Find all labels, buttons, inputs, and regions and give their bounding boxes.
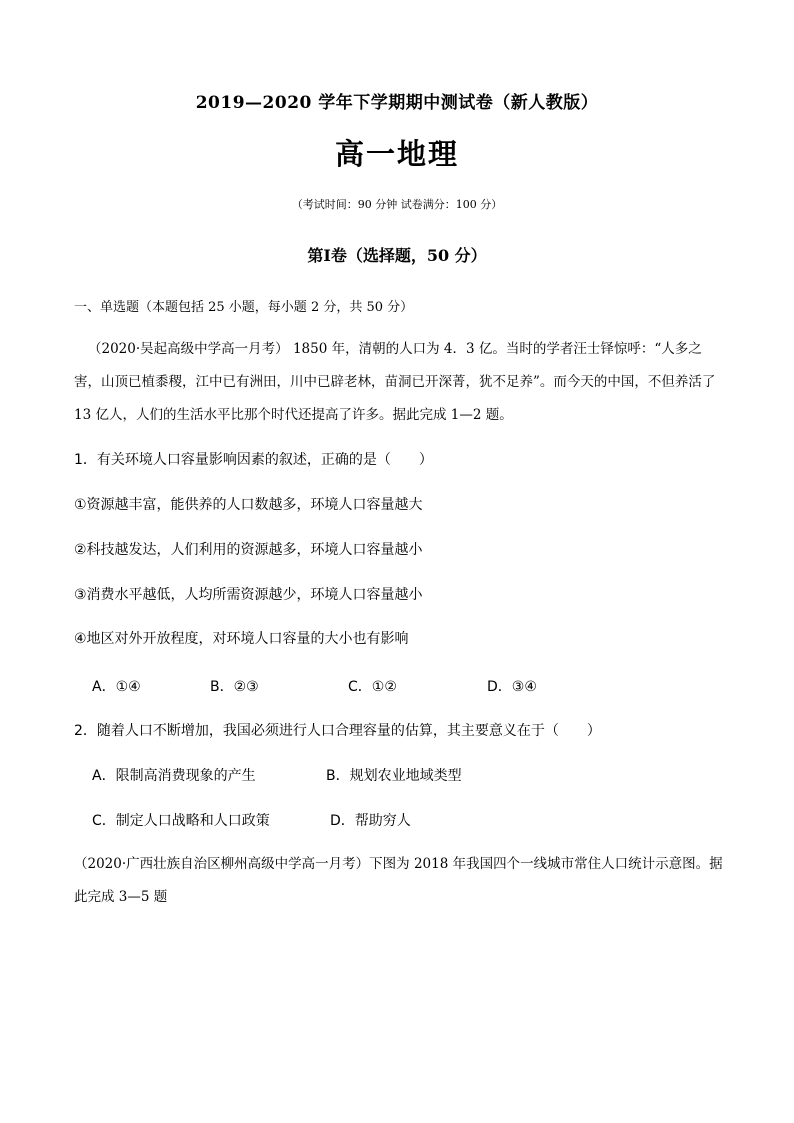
- question-1-option-a: A．①④: [92, 679, 141, 695]
- exam-subject-title: 高一地理: [334, 137, 459, 171]
- question-1-option-b: B．②③: [210, 679, 259, 695]
- exam-time-and-score: （考试时间：90 分钟 试卷满分：100 分）: [291, 198, 503, 211]
- section-heading: 一、单选题（本题包括 25 小题，每小题 2 分，共 50 分）: [74, 300, 414, 315]
- reading-material-2: （2020·广西壮族自治区柳州高级中学高一月考）下图为 2018 年我国四个一线城市常住人口统计示意图。据此完成 3—5 题: [74, 856, 723, 905]
- question-1-option-c: C．①②: [348, 679, 397, 695]
- question-1-statement: ③消费水平越低，人均所需资源越少，环境人口容量越小: [74, 587, 423, 603]
- question-2-option-a: A．限制高消费现象的产生: [92, 768, 256, 784]
- question-2-option-c: C．制定人口战略和人口政策: [92, 813, 270, 829]
- question-1-option-d: D．③④: [487, 679, 537, 695]
- question-1-statement: ④地区对外开放程度，对环境人口容量的大小也有影响: [74, 631, 409, 647]
- question-1-stem: 1．有关环境人口容量影响因素的叙述，正确的是（ ）: [74, 452, 433, 468]
- question-1-statement: ②科技越发达，人们利用的资源越多，环境人口容量越小: [74, 542, 423, 558]
- question-2-option-d: D．帮助穷人: [330, 813, 411, 829]
- question-2-option-b: B．规划农业地域类型: [326, 768, 462, 784]
- question-1-statement: ①资源越丰富，能供养的人口数越多，环境人口容量越大: [74, 497, 423, 513]
- volume-title: 第Ⅰ卷（选择题，50 分）: [307, 246, 487, 265]
- reading-material-1: （2020·吴起高级中学高一月考） 1850 年，清朝的人口为 4．3 亿。当时的学者汪士铎惊呼：“人多之害，山顶已植黍稷，江中已有洲田，川中已辟老林，苗洞已开深菁，犹不足养”。而今天的中国，不但养活了 13 亿人，人们的生活水平比那个时代还提高了许多。据此完成 1—2 题。: [74, 341, 716, 423]
- exam-header-title: 2019—2020 学年下学期期中测试卷（新人教版）: [195, 93, 599, 113]
- question-2-stem: 2．随着人口不断增加，我国必须进行人口合理容量的估算，其主要意义在于（ ）: [74, 723, 601, 739]
